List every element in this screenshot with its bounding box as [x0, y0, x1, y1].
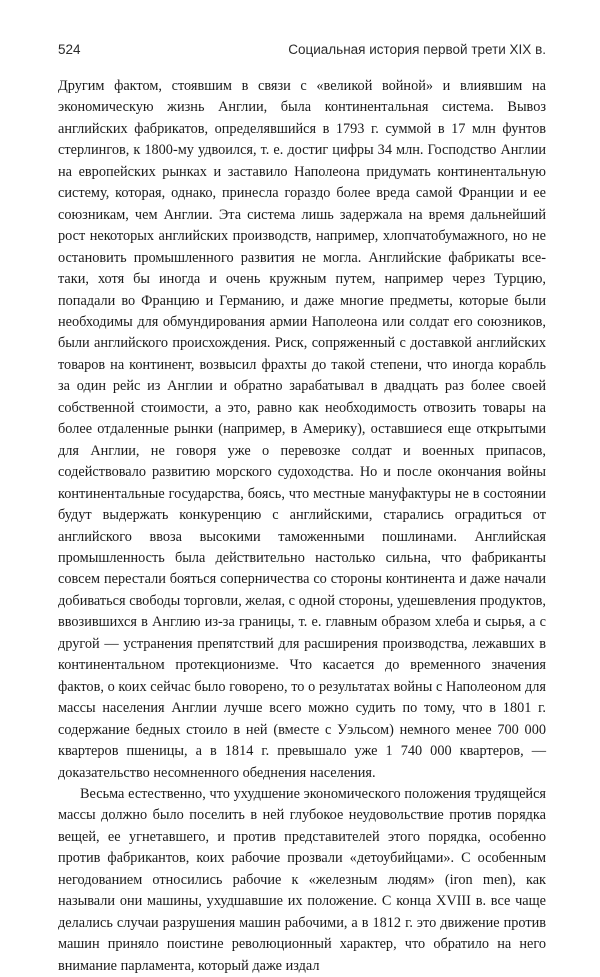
body-text: [58, 76, 546, 977]
running-title: Социальная история первой трети XIX в.: [288, 42, 546, 57]
paragraph: Весьма естественно, что ухудшение экономического положения трудящейся массы должно было поселить в ней глубокое неудовольствие против порядка вещей, ее угнетавшего, и против представителей этого порядка, особенно против фабрикантов, коих рабочие прозвали «детоубийцами». С особенным негодованием относились рабочие к «железным людям» (iron men), как называли они машины, ухудшавшие их положение. С конца XVIII в. все чаще делались случаи разрушения машин рабочими, а в 1812 г. это движение против машин приняло поистине революционный характер, что обратило на него внимание парламента, который даже издал: [58, 785, 546, 974]
paragraph: Другим фактом, стоявшим в связи с «великой войной» и влиявшим на экономическую жизнь Англии, была континентальная система. Вывоз английских фабрикатов, определявшийся в 1793 г. суммой в 17 млн фунтов стерлингов, к 1800-му удвоился, т. е. достиг цифры 34 млн. Господство Англии на европейских рынках и заставило Наполеона придумать континентальную систему, которая, однако, принесла гораздо более вреда самой Франции и ее союзникам, чем Англии. Эта система лишь задержала на время дальнейший рост некоторых английских производств, например, хлопчатобумажного, но не остановить промышленного развития не могла. Английские фабрикаты все-таки, хотя бы иногда и очень кружным путем, например через Турцию, попадали во Францию и Германию, и даже многие предметы, которые были необходимы для обмундирования армии Наполеона или солдат его союзников, были английского происхождения. Риск, сопряженный с доставкой английских товаров на континент, возвысил фрахты до такой степени, что иногда корабль за один рейс из Англии и обратно зарабатывал в двадцать раз более своей собственной стоимости, а это, равно как необходимость отвозить товары на более отдаленные рынки (например, в Америку), оставшиеся еще открытыми для Англии, не говоря уже о перевозке солдат и военных припасов, содействовало развитию морского судоходства. Но и после окончания войны континентальные государства, боясь, что местные мануфактуры не в состоянии будут выдержать конкуренцию с английскими, старались оградиться от английского ввоза высокими таможенными пошлинами. Английская промышленность была действительно настолько сильна, что фабриканты совсем перестали бояться соперничества со стороны континента и даже начали добиваться свободы торговли, желая, с одной стороны, удешевления продуктов, ввозившихся в Англию из-за границы, т. е. главным образом хлеба и сырья, а с другой — устранения препятствий для расширения производства, лежавших в континентальном протекционизме. Что касается до временного значения фактов, о коих сейчас было говорено, то о результатах войны с Наполеоном для массы населения Англии лучше всего можно судить по тому, что в 1801 г. содержание бедных стоило в ней (вместе с Уэльсом) немного менее 700 000 квартеров пшеницы, а в 1814 г. превышало уже 1 740 000 квартеров, — доказательство несомненного обеднения населения.: [58, 78, 546, 781]
book-page: [58, 42, 546, 977]
running-header: [58, 42, 546, 64]
page-number: 524: [58, 42, 81, 57]
